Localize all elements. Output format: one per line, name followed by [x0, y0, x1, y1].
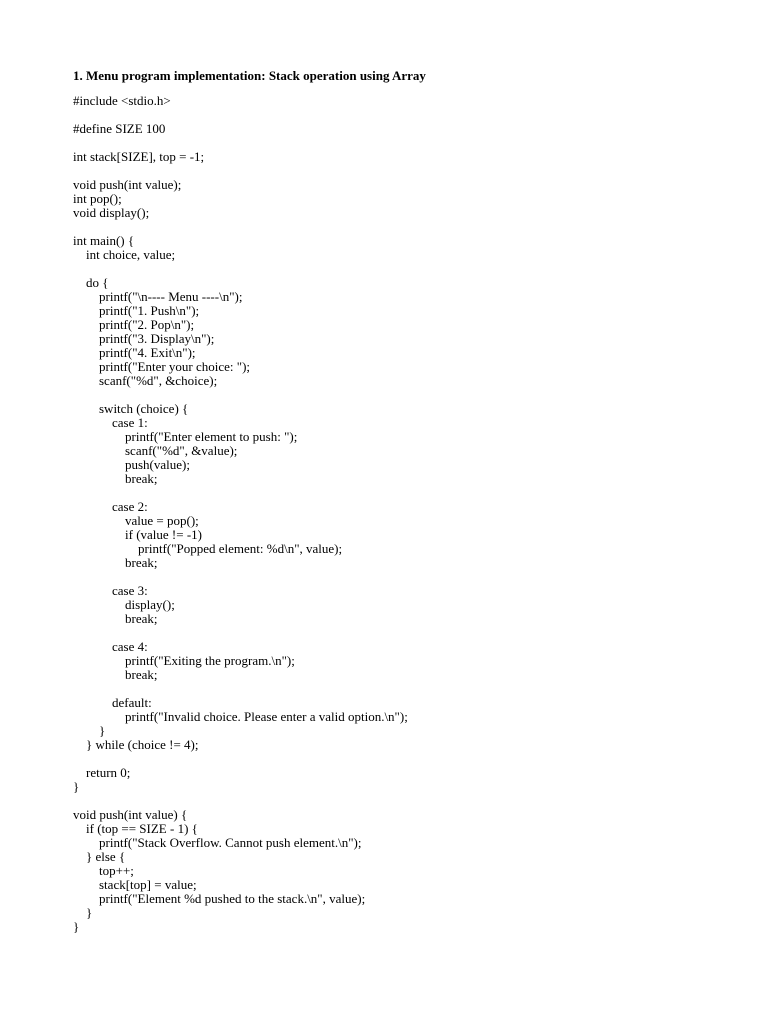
code-line: } [73, 905, 93, 920]
code-line: } [73, 919, 80, 934]
code-line [73, 220, 733, 234]
code-line: return 0; [73, 765, 131, 780]
code-line: stack[top] = value; [73, 877, 197, 892]
code-line [73, 682, 733, 696]
code-line: push(value); [73, 457, 190, 472]
code-line: scanf("%d", &choice); [73, 373, 218, 388]
code-line: default: [73, 695, 152, 710]
code-line: void display(); [73, 205, 150, 220]
code-line: break; [73, 611, 158, 626]
code-line: top++; [73, 863, 134, 878]
code-line: display(); [73, 597, 175, 612]
code-line: printf("Stack Overflow. Cannot push element.\n"); [73, 835, 362, 850]
code-line: int stack[SIZE], top = -1; [73, 149, 205, 164]
code-line [73, 136, 733, 150]
code-line: case 2: [73, 499, 148, 514]
code-line [73, 570, 733, 584]
code-line: if (top == SIZE - 1) { [73, 821, 198, 836]
code-line: case 4: [73, 639, 148, 654]
code-line [73, 388, 733, 402]
code-line: printf("4. Exit\n"); [73, 345, 196, 360]
code-line [73, 794, 733, 808]
code-line: printf("Enter element to push: "); [73, 429, 298, 444]
document-page [73, 66, 733, 934]
code-line: #include <stdio.h> [73, 93, 171, 108]
code-line: printf("Exiting the program.\n"); [73, 653, 295, 668]
code-line: void push(int value); [73, 177, 182, 192]
code-line: printf("Element %d pushed to the stack.\n", value); [73, 891, 366, 906]
code-line [73, 752, 733, 766]
code-line: printf("1. Push\n"); [73, 303, 200, 318]
code-line: do { [73, 275, 109, 290]
code-line: } else { [73, 849, 126, 864]
code-line: scanf("%d", &value); [73, 443, 238, 458]
code-line: printf("Popped element: %d\n", value); [73, 541, 343, 556]
code-line: printf("2. Pop\n"); [73, 317, 195, 332]
code-line: printf("\n---- Menu ----\n"); [73, 289, 243, 304]
code-line: } [73, 723, 106, 738]
code-line: } [73, 779, 80, 794]
code-line: int choice, value; [73, 247, 176, 262]
code-line: break; [73, 667, 158, 682]
code-line: int pop(); [73, 191, 122, 206]
code-block [73, 94, 733, 934]
code-line: break; [73, 555, 158, 570]
document-title: 1. Menu program implementation: Stack operation using Array [73, 68, 426, 83]
code-line: case 1: [73, 415, 148, 430]
code-line: void push(int value) { [73, 807, 188, 822]
code-line: case 3: [73, 583, 148, 598]
code-line: break; [73, 471, 158, 486]
code-line [73, 626, 733, 640]
code-line: value = pop(); [73, 513, 199, 528]
code-line: int main() { [73, 233, 135, 248]
code-line [73, 108, 733, 122]
code-line: } while (choice != 4); [73, 737, 199, 752]
code-line [73, 486, 733, 500]
code-line: if (value != -1) [73, 527, 202, 542]
code-line: #define SIZE 100 [73, 121, 166, 136]
code-line: printf("3. Display\n"); [73, 331, 215, 346]
code-line: printf("Invalid choice. Please enter a valid option.\n"); [73, 709, 408, 724]
code-line: switch (choice) { [73, 401, 189, 416]
code-line [73, 262, 733, 276]
code-line [73, 164, 733, 178]
code-line: printf("Enter your choice: "); [73, 359, 251, 374]
